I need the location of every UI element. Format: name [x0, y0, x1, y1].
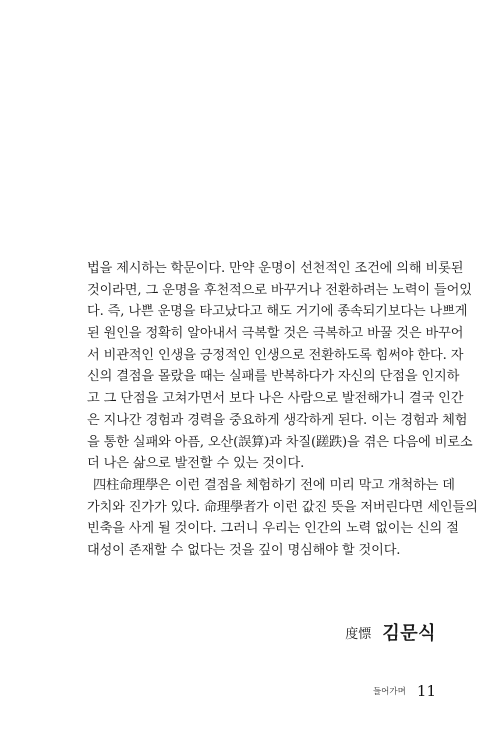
author-name: 김문식	[382, 623, 436, 644]
author-signature	[345, 619, 436, 645]
body-line: 四柱命理學은 이런 결점을 체험하기 전에 미리 막고 개척하는 데	[93, 477, 455, 493]
body-line: 된 원인을 정확히 알아내서 극복할 것은 극복하고 바꿀 것은 바꾸어	[87, 326, 464, 342]
body-line: 은 지나간 경험과 경력을 중요하게 생각하게 된다. 이는 경험과 체험	[87, 412, 468, 428]
page-footer	[373, 681, 436, 700]
body-line: 을 통한 실패와 아픔, 오산(誤算)과 차질(蹉跌)을 겪은 다음에 비로소	[87, 434, 473, 450]
body-line: 빈축을 사게 될 것이다. 그러니 우리는 인간의 노력 없이는 신의 절	[87, 521, 459, 537]
body-line: 것이라면, 그 운명을 후천적으로 바꾸거나 전환하려는 노력이 들어있	[87, 282, 472, 298]
body-line: 신의 결점을 몰랐을 때는 실패를 반복하다가 자신의 단점을 인지하	[87, 369, 460, 385]
body-line: 고 그 단점을 고쳐가면서 보다 나은 사람으로 발전해가니 결국 인간	[87, 391, 464, 407]
body-text	[87, 258, 478, 562]
body-line: 대성이 존재할 수 없다는 것을 깊이 명심해야 할 것이다.	[87, 542, 401, 558]
body-line: 다. 즉, 나쁜 운명을 타고났다고 해도 거기에 종속되기보다는 나쁘게	[87, 304, 468, 320]
body-line: 서 비관적인 인생을 긍정적인 인생으로 전환하도록 힘써야 한다. 자	[87, 347, 464, 363]
body-line: 가치와 진가가 있다. 命理學者가 이런 값진 뜻을 저버린다면 세인들의	[87, 499, 478, 515]
body-line: 더 나은 삶으로 발전할 수 있는 것이다.	[87, 456, 305, 472]
page-number: 11	[416, 682, 436, 700]
author-pen-name: 度慓	[345, 627, 372, 642]
running-head: 들어가며	[372, 687, 406, 697]
body-line: 법을 제시하는 학문이다. 만약 운명이 선천적인 조건에 의해 비롯된	[87, 261, 464, 276]
